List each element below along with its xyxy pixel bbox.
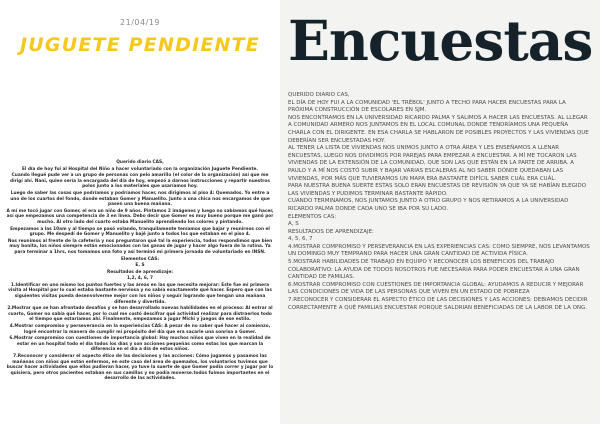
learning-outcomes-value: 1,2, 4, 6, 7 xyxy=(127,276,153,282)
entry-paragraph: Empezamos a las 10am y al tiempo se pasó volando, tranquilamente teníamos que bajar y reunirnos con el grupo. Me despedí de Gomer y Manuelito y bajé junto a todos los que estaban en el piso 4. xyxy=(10,226,270,238)
entry-paragraph: A mí me tocó jugar con Gomer, el era un niño de 9 años. Pintamos 2 imágenes y luego no sabíamos qué hacer, así que empezamos una competencia de 3 en línea. Debo decir que Gomer es muy bueno porque me ganó por mucho. Al otro lado del cuarto estaba Manuelito aprendiendo los colores y pintando. xyxy=(6,208,274,225)
learning-outcome-item: 2.Mostrar que se han afrontado desafíos y se han desarrollado nuevas habilidades en el proceso: Al entrar al cuarto, Gomer no sabía qué hacer, por lo cual me costó descifrar qué actividad realizar para distraerlos todo el tiempo que estaríamos ahí. Finalmente, empezamos a jugar Michi y juegos de ese estilo. xyxy=(7,306,273,323)
entry-paragraph: Querido diario CAS, xyxy=(116,160,164,165)
entry-paragraph: Nos reunimos al frente de la cafetería y nos preguntaron qué tal la experiencia, todos respondimos que bien muy bonita, los niños siempre están emocionados con las ganas de jugar y hacer algo fuera de la rutina. Ya para terminar a 1hrs, nos tomamos una foto y así terminó mi primera jornada de voluntariado en INSN. xyxy=(7,238,273,255)
learning-outcome-item: 7.RECONOCER Y CONSIDERAR EL ASPECTO ÉTICO DE LAS DECISIONES Y LAS ACCIONES: DEBIAMOS DECIDIR CORRECTAMENTE A QUÉ FAMILIAS ENCUESTAR PORQUE SALDRIAN BENEFICIADAS DE LA LABOR DE LA ONG. xyxy=(288,297,588,311)
entry-paragraph: PARA NUESTRA BUENA SUERTE ESTAS SOLO ERAN ENCUESTAS DE REVISIÓN YA QUE YA SE HABÍAN ELEGIDO LAS VIVIENDAS Y PUDIMOS TERMINAR BASTANTE RÁPIDO. xyxy=(288,183,587,197)
cas-elements-heading: Elementos CAS: xyxy=(120,256,160,262)
entry-paragraph: Luego de saber las cosas que podríamos y podríamos hacer, nos dirigimos al piso 4: Quemados. Yo entre a uno de los cuartos del fondo, donde estaban Gomer y Manuelito. Junto a una chica nos encargamos de que pasen una buena mañana. xyxy=(10,190,270,208)
page-title-juguete: JUGUETE PENDIENTE xyxy=(20,34,260,56)
entry-paragraph: El día de hoy fui al Hospital del Niño a hacer voluntariado con la organización Juguete Pendiente. xyxy=(21,166,259,172)
entry-paragraph: NOS ENCONTRAMOS EN LA UNIVERSIDAD RICARDO PALMA Y SALIMOS A HACER LAS ENCUESTAS. AL LLEGAR A COMUNIDAD ARMERO NOS JUNTAMOS EN EL LOCAL COMUNAL DONDE TENDRÍAMOS UNA PEQUEÑA CHARLA CON EL DIRIGENTE. EN ESA CHARLA SE HABLARON DE POSIBLES PROYECTOS Y LAS VIVIENDAS QUE DEBERÍAN SER ENCUESTADAS HOY. xyxy=(288,114,589,144)
cas-elements-value: A, S xyxy=(288,221,299,228)
learning-outcomes-heading: Resultados de aprendizaje: xyxy=(107,269,173,275)
left-page xyxy=(0,0,280,424)
learning-outcome-item: 5.MOSTRAR HABILIDADES DE TRABAJO EN EQUIPO Y RECONOCER LOS BENEFICIOS DEL TRABAJO COLABORATIVO: LA AYUDA DE TODOS NOSOTROS FUE NECESARIA PARA PODER ENCUESTAR A UNA GRAN CANTIDAD DE FAMILIAS. xyxy=(288,259,580,281)
entry-paragraph: CUANDO TERMINAMOS, NOS JUNTAMOS JUNTO A OTRO GRUPO Y NOS RETIRAMOS A LA UNIVERSIDAD RICARDO PALMA DONDE CADA UNO SE IBA POR SU LADO. xyxy=(288,198,569,212)
learning-outcome-item: 7.Reconocer y considerar el aspecto ético de las decisiones y las acciones: Cómo jugamos y pasamos las mañanas con niños que están enfermos, en este caso del área de quemados, los voluntarios tuvimos que buscar hacer actividades que ellos pudieran hacer, yo tuve la suerte de que Gomer podía correr y jugar por lo quisiera, pero otros pacientes estaban en sus camillas y no podía moverse.todos fuimos importantes en el desarrollo de las actividades. xyxy=(6,354,274,382)
cas-elements-heading: ELEMENTOS CAS: xyxy=(288,213,337,220)
learning-outcomes-value: 4, 5, 6, 7 xyxy=(288,236,313,243)
cas-elements-value: E, S xyxy=(135,263,145,269)
page-title-encuestas: Encuestas xyxy=(288,8,593,73)
entry-paragraph: EL DÍA DE HOY FUI A LA COMUNIDAD 'EL TRÉBOL' JUNTO A TECHO PARA HACER ENCUESTAS PARA LA PRÓXIMA CONSTRUCCIÓN DE ESCOLARES EN SJM. xyxy=(288,99,566,114)
learning-outcome-item: 4.MOSTRAR COMPROMISO Y PERSEVERANCIA EN LAS EXPERIENCIAS CAS: COMO SIEMPRE, NOS LEVANTAMOS UN DOMINGO MUY TEMPRANO PARA HACER UNA GRAN CANTIDAD DE ACTIVIDA FÍSICA. xyxy=(288,243,590,258)
entry-paragraph: AL TENER LA LISTA DE VIVIENDAS NOS UNIMOS JUNTO A OTRA ÁREA Y LES ENSEÑAMOS A LLENAR ENCUESTAS, LUEGO NOS DIVIDIMOS POR PAREJAS PARA EMPEZAR A ENCUESTAR. A MÍ ME TOCARON LAS VIVIENDAS DE LA EXTENSIÓN DE LA COMUNIDAD, QUE SON LAS QUE ESTÁN EN LA PARTE DE ARRIBA. A PAULO Y A MÍ NOS COSTÓ SUBIR Y BAJAR VARIAS ESCALERAS AL NO SABER DÓNDE QUEDABAN LAS VIVIENDAS, POR MÁS QUE TUVIERAMOS UN MAPA ERA BASTANTE DIFÍCIL SABER CUÁL ERA CUÁL. xyxy=(288,145,577,182)
learning-outcome-item: 6.Mostrar compromiso con cuestiones de importancia global: Hay muchos niños que viven en la realidad de estar en un hospital todo el día todos los días y son acciones pequeñas como estas los que marcan la diferencia en el día a día de estos niños. xyxy=(9,336,271,353)
entry-date: 21/04/19 xyxy=(120,18,160,27)
learning-outcomes-heading: RESULTADOS DE APRENDIZAJE: xyxy=(288,228,374,235)
entry-paragraph: QUERIDO DIARIO CAS, xyxy=(288,92,350,98)
right-page xyxy=(280,0,600,424)
learning-outcome-item: 4.Mostrar compromiso y perseverancia en la experiencias CAS: A pesar de no saber qué hacer al comienzo, logré encontrar la manera de cumplir mi propósito del día que era sacarle una sonrisa a Gomer. xyxy=(9,324,271,335)
learning-outcome-item: 1.Identificar en uno mismo los puntos fuertes y las áreas en las que necesita mejorar: Este fue mi primera visita al Hospital por lo cual estaba bastante nerviosa y no sabía exactamente qué hacer. Espero que con las siguientes visitas pueda desenvolverme mejor con los niños y seguir logrando que tengan una mañana diferente y divertida. xyxy=(8,282,272,305)
diary-entry-juguete xyxy=(6,160,274,383)
entry-paragraph: Cuando llegué pude ver a un grupo de personas con pelo amarillo (el color de la organización) así que me dirigí ahí. Nani, quien sería la encargada del día de hoy, empezó a darnos instrucciones y repartir nuestros polos junto a los materiales que usaríamos hoy. xyxy=(10,173,270,190)
diary-entry-encuestas xyxy=(288,92,590,312)
learning-outcome-item: 6.MOSTRAR COMPROMISO CON CUESTIONES DE IMPORTANCIA GLOBAL: AYUDAMOS A REDUCIR Y MEJORAR LAS CONDICIONES DE VIDA DE LAS PERSONAS QUE VIVEN EN UN ESTADO DE POBREZA xyxy=(288,281,584,296)
